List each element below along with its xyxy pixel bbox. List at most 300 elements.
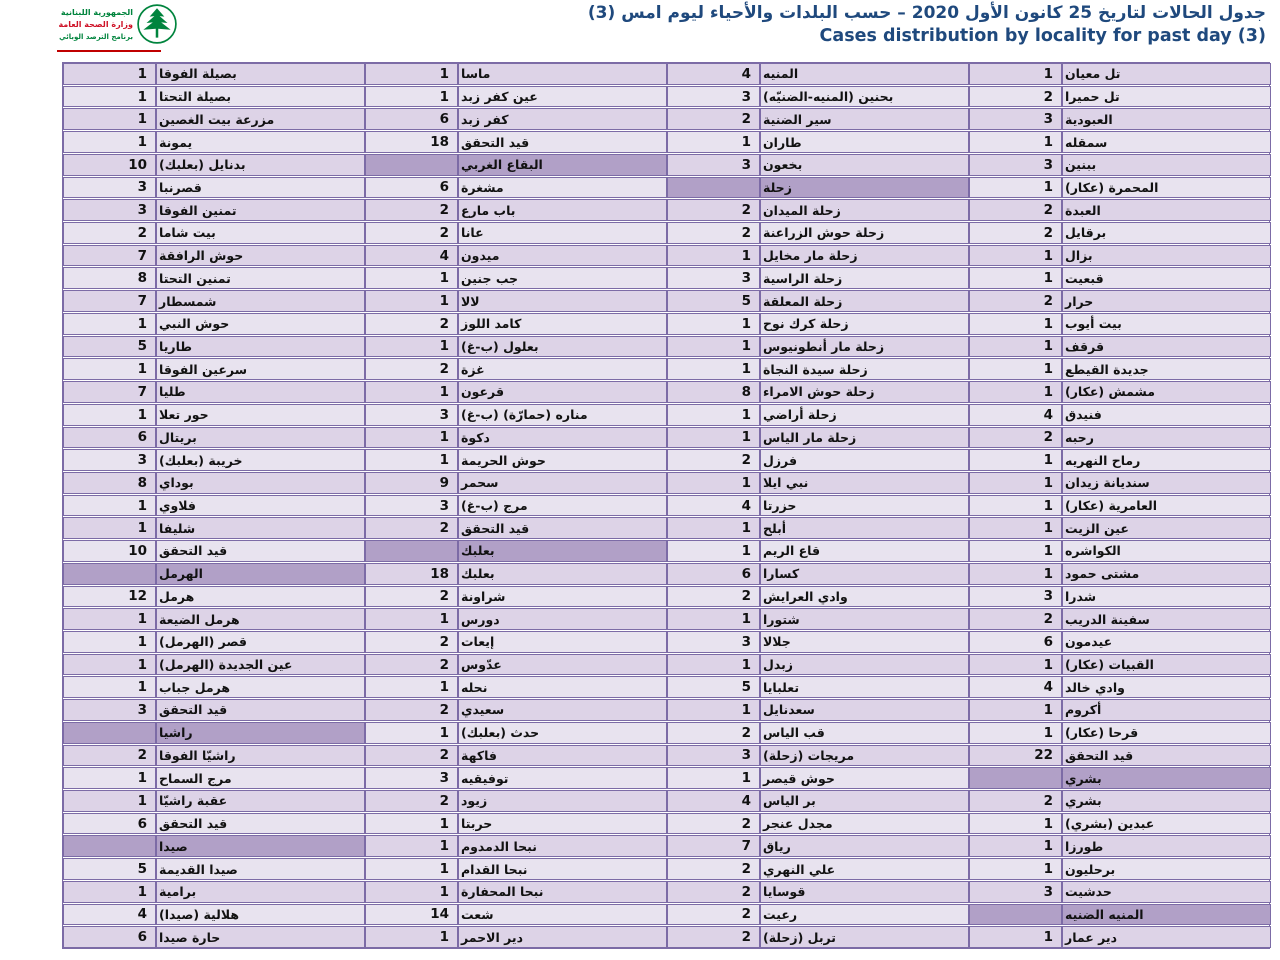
district-header-cell: الهرمل bbox=[156, 563, 365, 585]
locality-cell: فاكهة bbox=[458, 745, 667, 767]
count-cell: 3 bbox=[365, 495, 458, 517]
count-cell: 2 bbox=[365, 631, 458, 653]
count-cell: 2 bbox=[667, 449, 760, 471]
count-cell: 1 bbox=[969, 517, 1062, 539]
locality-cell: بزال bbox=[1062, 245, 1271, 267]
locality-cell: حربتا bbox=[458, 813, 667, 835]
locality-cell: توفيقيه bbox=[458, 767, 667, 789]
locality-cell: شدرا bbox=[1062, 586, 1271, 608]
locality-cell: بصيلة الفوقا bbox=[156, 63, 365, 85]
locality-cell: عيدمون bbox=[1062, 631, 1271, 653]
count-cell: 2 bbox=[365, 199, 458, 221]
locality-cell: مشمش (عكار) bbox=[1062, 381, 1271, 403]
count-cell: 1 bbox=[63, 790, 156, 812]
count-cell: 1 bbox=[667, 540, 760, 562]
locality-cell: سرعين الفوقا bbox=[156, 358, 365, 380]
moph-logo bbox=[55, 3, 178, 45]
locality-cell: العامرية (عكار) bbox=[1062, 495, 1271, 517]
locality-cell: عبدين (بشري) bbox=[1062, 813, 1271, 835]
count-cell: 1 bbox=[969, 63, 1062, 85]
locality-cell: دير عمار bbox=[1062, 926, 1271, 948]
count-cell: 10 bbox=[63, 540, 156, 562]
count-cell: 3 bbox=[969, 881, 1062, 903]
locality-cell: سحمر bbox=[458, 472, 667, 494]
count-cell: 5 bbox=[63, 336, 156, 358]
locality-cell: شتورا bbox=[760, 608, 969, 630]
locality-cell: جب جنين bbox=[458, 267, 667, 289]
locality-cell: فنيدق bbox=[1062, 404, 1271, 426]
locality-cell: عقبة راشيّا bbox=[156, 790, 365, 812]
count-cell: 7 bbox=[63, 290, 156, 312]
count-cell: 8 bbox=[667, 381, 760, 403]
page-title-english: Cases distribution by locality for past day (3) bbox=[819, 26, 1266, 46]
locality-cell: فرزل bbox=[760, 449, 969, 471]
locality-cell: جديدة القيطع bbox=[1062, 358, 1271, 380]
locality-cell: نبحا المحفارة bbox=[458, 881, 667, 903]
locality-cell: شعت bbox=[458, 904, 667, 926]
count-cell: 4 bbox=[63, 904, 156, 926]
count-cell: 7 bbox=[63, 245, 156, 267]
locality-cell: قصر (الهرمل) bbox=[156, 631, 365, 653]
locality-cell: تربل (زحلة) bbox=[760, 926, 969, 948]
locality-cell: القبيات (عكار) bbox=[1062, 654, 1271, 676]
count-cell: 1 bbox=[969, 699, 1062, 721]
count-cell: 1 bbox=[63, 358, 156, 380]
count-cell: 1 bbox=[63, 676, 156, 698]
locality-cell: قيد التحقق bbox=[156, 813, 365, 835]
locality-cell: سعيدي bbox=[458, 699, 667, 721]
locality-cell: برقايل bbox=[1062, 222, 1271, 244]
locality-cell: باب مارع bbox=[458, 199, 667, 221]
count-cell: 1 bbox=[969, 654, 1062, 676]
count-cell: 3 bbox=[667, 631, 760, 653]
count-cell: 10 bbox=[63, 154, 156, 176]
count-cell: 2 bbox=[365, 313, 458, 335]
count-cell: 2 bbox=[365, 517, 458, 539]
locality-cell: زحلة سيدة النجاة bbox=[760, 358, 969, 380]
locality-cell: مريجات (زحلة) bbox=[760, 745, 969, 767]
locality-cell: عدّوس bbox=[458, 654, 667, 676]
count-cell: 3 bbox=[63, 699, 156, 721]
locality-cell: زحلة مار أنطونيوس bbox=[760, 336, 969, 358]
count-cell: 22 bbox=[969, 745, 1062, 767]
count-cell: 1 bbox=[969, 358, 1062, 380]
count-cell: 1 bbox=[969, 813, 1062, 835]
locality-cell: نبحا الدمدوم bbox=[458, 835, 667, 857]
locality-cell: قيد التحقق bbox=[458, 131, 667, 153]
count-cell: 1 bbox=[63, 108, 156, 130]
count-cell: 8 bbox=[63, 472, 156, 494]
locality-cell: ببنين bbox=[1062, 154, 1271, 176]
locality-cell: زحلة أراضي bbox=[760, 404, 969, 426]
count-cell: 7 bbox=[63, 381, 156, 403]
locality-cell: وادي العرايش bbox=[760, 586, 969, 608]
locality-cell: تمنين الفوقا bbox=[156, 199, 365, 221]
locality-cell: وادي خالد bbox=[1062, 676, 1271, 698]
count-cell: 6 bbox=[667, 563, 760, 585]
count-cell: 1 bbox=[365, 926, 458, 948]
locality-cell: كامد اللوز bbox=[458, 313, 667, 335]
count-cell: 7 bbox=[667, 835, 760, 857]
count-cell: 1 bbox=[667, 358, 760, 380]
locality-cell: زحلة المعلقة bbox=[760, 290, 969, 312]
count-cell: 3 bbox=[667, 745, 760, 767]
count-cell: 1 bbox=[365, 86, 458, 108]
locality-cell: قب الياس bbox=[760, 722, 969, 744]
locality-cell: قرعون bbox=[458, 381, 667, 403]
count-cell: 3 bbox=[969, 154, 1062, 176]
count-cell: 1 bbox=[969, 313, 1062, 335]
locality-cell: سنديانة زيدان bbox=[1062, 472, 1271, 494]
locality-cell: بيت شاما bbox=[156, 222, 365, 244]
locality-cell: خريبة (بعلبك) bbox=[156, 449, 365, 471]
district-header-count-cell bbox=[63, 835, 156, 857]
locality-cell: زحلة كرك نوح bbox=[760, 313, 969, 335]
locality-cell: إيعات bbox=[458, 631, 667, 653]
count-cell: 1 bbox=[667, 404, 760, 426]
count-cell: 1 bbox=[63, 131, 156, 153]
locality-cell: علي النهري bbox=[760, 858, 969, 880]
locality-cell: رماح النهريه bbox=[1062, 449, 1271, 471]
count-cell: 1 bbox=[365, 427, 458, 449]
count-cell: 4 bbox=[667, 63, 760, 85]
district-header-count-cell bbox=[63, 563, 156, 585]
district-header-count-cell bbox=[365, 540, 458, 562]
district-header-count-cell bbox=[365, 154, 458, 176]
count-cell: 1 bbox=[969, 449, 1062, 471]
locality-cell: قيد التحقق bbox=[458, 517, 667, 539]
count-cell: 2 bbox=[667, 199, 760, 221]
count-cell: 1 bbox=[969, 131, 1062, 153]
count-cell: 3 bbox=[667, 86, 760, 108]
locality-cell: بدنايل (بعلبك) bbox=[156, 154, 365, 176]
locality-cell: قاع الريم bbox=[760, 540, 969, 562]
count-cell: 1 bbox=[365, 267, 458, 289]
count-cell: 2 bbox=[969, 608, 1062, 630]
count-cell: 2 bbox=[63, 745, 156, 767]
count-cell: 1 bbox=[63, 517, 156, 539]
locality-cell: سعدنايل bbox=[760, 699, 969, 721]
count-cell: 1 bbox=[63, 63, 156, 85]
locality-cell: هرمل bbox=[156, 586, 365, 608]
locality-cell: تعلبايا bbox=[760, 676, 969, 698]
locality-cell: طليا bbox=[156, 381, 365, 403]
locality-cell: بعلبك bbox=[458, 563, 667, 585]
locality-cell: رعيت bbox=[760, 904, 969, 926]
locality-cell: قوسايا bbox=[760, 881, 969, 903]
count-cell: 6 bbox=[365, 177, 458, 199]
count-cell: 6 bbox=[63, 926, 156, 948]
locality-cell: قرقف bbox=[1062, 336, 1271, 358]
count-cell: 3 bbox=[63, 199, 156, 221]
count-cell: 2 bbox=[365, 222, 458, 244]
count-cell: 1 bbox=[969, 722, 1062, 744]
count-cell: 3 bbox=[365, 767, 458, 789]
locality-cell: بيت أيوب bbox=[1062, 313, 1271, 335]
count-cell: 1 bbox=[63, 86, 156, 108]
locality-cell: تل معيان bbox=[1062, 63, 1271, 85]
count-cell: 2 bbox=[63, 222, 156, 244]
count-cell: 18 bbox=[365, 563, 458, 585]
locality-cell: كسارا bbox=[760, 563, 969, 585]
locality-cell: شليفا bbox=[156, 517, 365, 539]
logo-underline bbox=[57, 50, 161, 52]
count-cell: 2 bbox=[667, 858, 760, 880]
count-cell: 4 bbox=[667, 495, 760, 517]
count-cell: 1 bbox=[365, 336, 458, 358]
locality-cell: مشتى حمود bbox=[1062, 563, 1271, 585]
locality-cell: رحبه bbox=[1062, 427, 1271, 449]
locality-cell: عين الزيت bbox=[1062, 517, 1271, 539]
locality-cell: زحلة مار الياس bbox=[760, 427, 969, 449]
district-header-cell: راشيا bbox=[156, 722, 365, 744]
count-cell: 2 bbox=[667, 904, 760, 926]
locality-cell: حارة صيدا bbox=[156, 926, 365, 948]
count-cell: 18 bbox=[365, 131, 458, 153]
count-cell: 2 bbox=[667, 722, 760, 744]
count-cell: 1 bbox=[365, 881, 458, 903]
count-cell: 1 bbox=[63, 767, 156, 789]
locality-cell: مجدل عنجر bbox=[760, 813, 969, 835]
locality-cell: زيود bbox=[458, 790, 667, 812]
district-header-count-cell bbox=[667, 177, 760, 199]
locality-cell: بشري bbox=[1062, 790, 1271, 812]
locality-cell: أكروم bbox=[1062, 699, 1271, 721]
locality-cell: نبحا القدام bbox=[458, 858, 667, 880]
locality-cell: عانا bbox=[458, 222, 667, 244]
locality-cell: شراونة bbox=[458, 586, 667, 608]
count-cell: 2 bbox=[365, 654, 458, 676]
locality-cell: قرحا (عكار) bbox=[1062, 722, 1271, 744]
locality-cell: مرج (ب-غ) bbox=[458, 495, 667, 517]
locality-cell: حور تعلا bbox=[156, 404, 365, 426]
count-cell: 1 bbox=[969, 926, 1062, 948]
locality-cell: أبلح bbox=[760, 517, 969, 539]
count-cell: 1 bbox=[365, 63, 458, 85]
count-cell: 1 bbox=[667, 427, 760, 449]
count-cell: 1 bbox=[63, 608, 156, 630]
count-cell: 4 bbox=[969, 676, 1062, 698]
count-cell: 1 bbox=[667, 767, 760, 789]
count-cell: 2 bbox=[667, 881, 760, 903]
count-cell: 3 bbox=[667, 154, 760, 176]
count-cell: 3 bbox=[969, 108, 1062, 130]
locality-cell: ماسا bbox=[458, 63, 667, 85]
district-header-cell: صيدا bbox=[156, 835, 365, 857]
count-cell: 3 bbox=[969, 586, 1062, 608]
count-cell: 3 bbox=[63, 177, 156, 199]
locality-cell: مناره (حمارّة) (ب-غ) bbox=[458, 404, 667, 426]
district-header-cell: البقاع الغربي bbox=[458, 154, 667, 176]
count-cell: 2 bbox=[365, 358, 458, 380]
count-cell: 2 bbox=[667, 926, 760, 948]
count-cell: 9 bbox=[365, 472, 458, 494]
count-cell: 1 bbox=[969, 336, 1062, 358]
locality-cell: زحلة الميدان bbox=[760, 199, 969, 221]
count-cell: 2 bbox=[365, 790, 458, 812]
locality-cell: زحلة حوش الزراعنة bbox=[760, 222, 969, 244]
count-cell: 8 bbox=[63, 267, 156, 289]
count-cell: 2 bbox=[667, 108, 760, 130]
district-header-cell: بشري bbox=[1062, 767, 1271, 789]
count-cell: 4 bbox=[969, 404, 1062, 426]
count-cell: 1 bbox=[667, 608, 760, 630]
count-cell: 12 bbox=[63, 586, 156, 608]
district-header-count-cell bbox=[969, 904, 1062, 926]
locality-cell: بوداي bbox=[156, 472, 365, 494]
district-header-cell: زحلة bbox=[760, 177, 969, 199]
count-cell: 1 bbox=[365, 608, 458, 630]
count-cell: 1 bbox=[63, 313, 156, 335]
count-cell: 1 bbox=[63, 631, 156, 653]
locality-cell: حوش قيصر bbox=[760, 767, 969, 789]
locality-cell: رياق bbox=[760, 835, 969, 857]
locality-cell: قبعيت bbox=[1062, 267, 1271, 289]
locality-cell: العبودية bbox=[1062, 108, 1271, 130]
locality-cell: تل حميرا bbox=[1062, 86, 1271, 108]
count-cell: 1 bbox=[667, 131, 760, 153]
locality-cell: عين كفر زبد bbox=[458, 86, 667, 108]
count-cell: 1 bbox=[365, 858, 458, 880]
locality-cell: مرج السماح bbox=[156, 767, 365, 789]
count-cell: 1 bbox=[365, 676, 458, 698]
count-cell: 1 bbox=[969, 495, 1062, 517]
count-cell: 1 bbox=[365, 449, 458, 471]
count-cell: 5 bbox=[667, 290, 760, 312]
locality-cell: طاران bbox=[760, 131, 969, 153]
locality-cell: طاريا bbox=[156, 336, 365, 358]
locality-cell: زحلة حوش الامراء bbox=[760, 381, 969, 403]
locality-cell: مشغرة bbox=[458, 177, 667, 199]
count-cell: 1 bbox=[667, 245, 760, 267]
count-cell: 1 bbox=[667, 699, 760, 721]
locality-cell: عين الجديدة (الهرمل) bbox=[156, 654, 365, 676]
count-cell: 1 bbox=[969, 835, 1062, 857]
count-cell: 1 bbox=[969, 563, 1062, 585]
count-cell: 1 bbox=[969, 267, 1062, 289]
count-cell: 2 bbox=[969, 222, 1062, 244]
locality-cell: قصرنبا bbox=[156, 177, 365, 199]
locality-cell: لالا bbox=[458, 290, 667, 312]
locality-cell: زبدل bbox=[760, 654, 969, 676]
locality-cell: تمنين التحتا bbox=[156, 267, 365, 289]
count-cell: 1 bbox=[365, 290, 458, 312]
logo-line-ministry: وزارة الصحة العامة bbox=[58, 20, 133, 30]
locality-cell: سمقله bbox=[1062, 131, 1271, 153]
locality-cell: ميدون bbox=[458, 245, 667, 267]
locality-cell: نبي ايلا bbox=[760, 472, 969, 494]
count-cell: 5 bbox=[667, 676, 760, 698]
locality-cell: بعلول (ب-غ) bbox=[458, 336, 667, 358]
count-cell: 2 bbox=[667, 813, 760, 835]
locality-cell: المنيه bbox=[760, 63, 969, 85]
locality-cell: مزرعة بيت الغصين bbox=[156, 108, 365, 130]
locality-cell: حزرتا bbox=[760, 495, 969, 517]
locality-cell: بخعون bbox=[760, 154, 969, 176]
count-cell: 6 bbox=[63, 813, 156, 835]
count-cell: 1 bbox=[969, 177, 1062, 199]
count-cell: 4 bbox=[365, 245, 458, 267]
count-cell: 1 bbox=[969, 381, 1062, 403]
locality-cell: حدث (بعلبك) bbox=[458, 722, 667, 744]
cases-table bbox=[62, 62, 1270, 949]
count-cell: 1 bbox=[63, 404, 156, 426]
count-cell: 1 bbox=[365, 835, 458, 857]
count-cell: 1 bbox=[969, 472, 1062, 494]
locality-cell: صيدا القديمة bbox=[156, 858, 365, 880]
count-cell: 1 bbox=[667, 336, 760, 358]
count-cell: 2 bbox=[969, 790, 1062, 812]
locality-cell: كفر زبد bbox=[458, 108, 667, 130]
count-cell: 2 bbox=[365, 586, 458, 608]
locality-cell: شمسطار bbox=[156, 290, 365, 312]
locality-cell: هرمل الضيعة bbox=[156, 608, 365, 630]
count-cell: 1 bbox=[365, 381, 458, 403]
locality-cell: حرار bbox=[1062, 290, 1271, 312]
count-cell: 1 bbox=[63, 654, 156, 676]
count-cell: 5 bbox=[63, 858, 156, 880]
locality-cell: حوش الحريمة bbox=[458, 449, 667, 471]
district-header-count-cell bbox=[63, 722, 156, 744]
locality-cell: برامية bbox=[156, 881, 365, 903]
page-title-arabic: جدول الحالات لتاريخ 25 كانون الأول 2020 – حسب البلدات والأحياء ليوم امس (3) bbox=[587, 3, 1266, 23]
count-cell: 2 bbox=[969, 86, 1062, 108]
count-cell: 3 bbox=[667, 267, 760, 289]
locality-cell: دكوة bbox=[458, 427, 667, 449]
count-cell: 6 bbox=[63, 427, 156, 449]
count-cell: 2 bbox=[365, 699, 458, 721]
count-cell: 2 bbox=[365, 745, 458, 767]
locality-cell: حدشيت bbox=[1062, 881, 1271, 903]
locality-cell: زحلة مار مخايل bbox=[760, 245, 969, 267]
locality-cell: بر الياس bbox=[760, 790, 969, 812]
locality-cell: المحمرة (عكار) bbox=[1062, 177, 1271, 199]
locality-cell: حوش الرافقة bbox=[156, 245, 365, 267]
district-header-count-cell bbox=[969, 767, 1062, 789]
count-cell: 1 bbox=[365, 813, 458, 835]
locality-cell: جلالا bbox=[760, 631, 969, 653]
count-cell: 1 bbox=[667, 517, 760, 539]
count-cell: 1 bbox=[667, 313, 760, 335]
count-cell: 2 bbox=[969, 290, 1062, 312]
count-cell: 4 bbox=[667, 790, 760, 812]
count-cell: 1 bbox=[969, 540, 1062, 562]
locality-cell: برحليون bbox=[1062, 858, 1271, 880]
locality-cell: حوش النبي bbox=[156, 313, 365, 335]
locality-cell: هلالية (صيدا) bbox=[156, 904, 365, 926]
locality-cell: فلاوي bbox=[156, 495, 365, 517]
locality-cell: الكواشره bbox=[1062, 540, 1271, 562]
count-cell: 2 bbox=[667, 586, 760, 608]
count-cell: 6 bbox=[365, 108, 458, 130]
locality-cell: سير الضنية bbox=[760, 108, 969, 130]
locality-cell: دورس bbox=[458, 608, 667, 630]
count-cell: 2 bbox=[969, 199, 1062, 221]
district-header-cell: بعلبك bbox=[458, 540, 667, 562]
moph-logo-text bbox=[55, 3, 133, 43]
count-cell: 1 bbox=[63, 495, 156, 517]
locality-cell: سفينة الدريب bbox=[1062, 608, 1271, 630]
district-header-cell: المنيه الضنيه bbox=[1062, 904, 1271, 926]
page-title-block bbox=[588, 3, 1266, 46]
locality-cell: نحله bbox=[458, 676, 667, 698]
count-cell: 14 bbox=[365, 904, 458, 926]
logo-line-republic: الجمهورية اللبنانية bbox=[60, 8, 133, 17]
count-cell: 6 bbox=[969, 631, 1062, 653]
locality-cell: العبدة bbox=[1062, 199, 1271, 221]
count-cell: 2 bbox=[969, 427, 1062, 449]
locality-cell: دير الاحمر bbox=[458, 926, 667, 948]
